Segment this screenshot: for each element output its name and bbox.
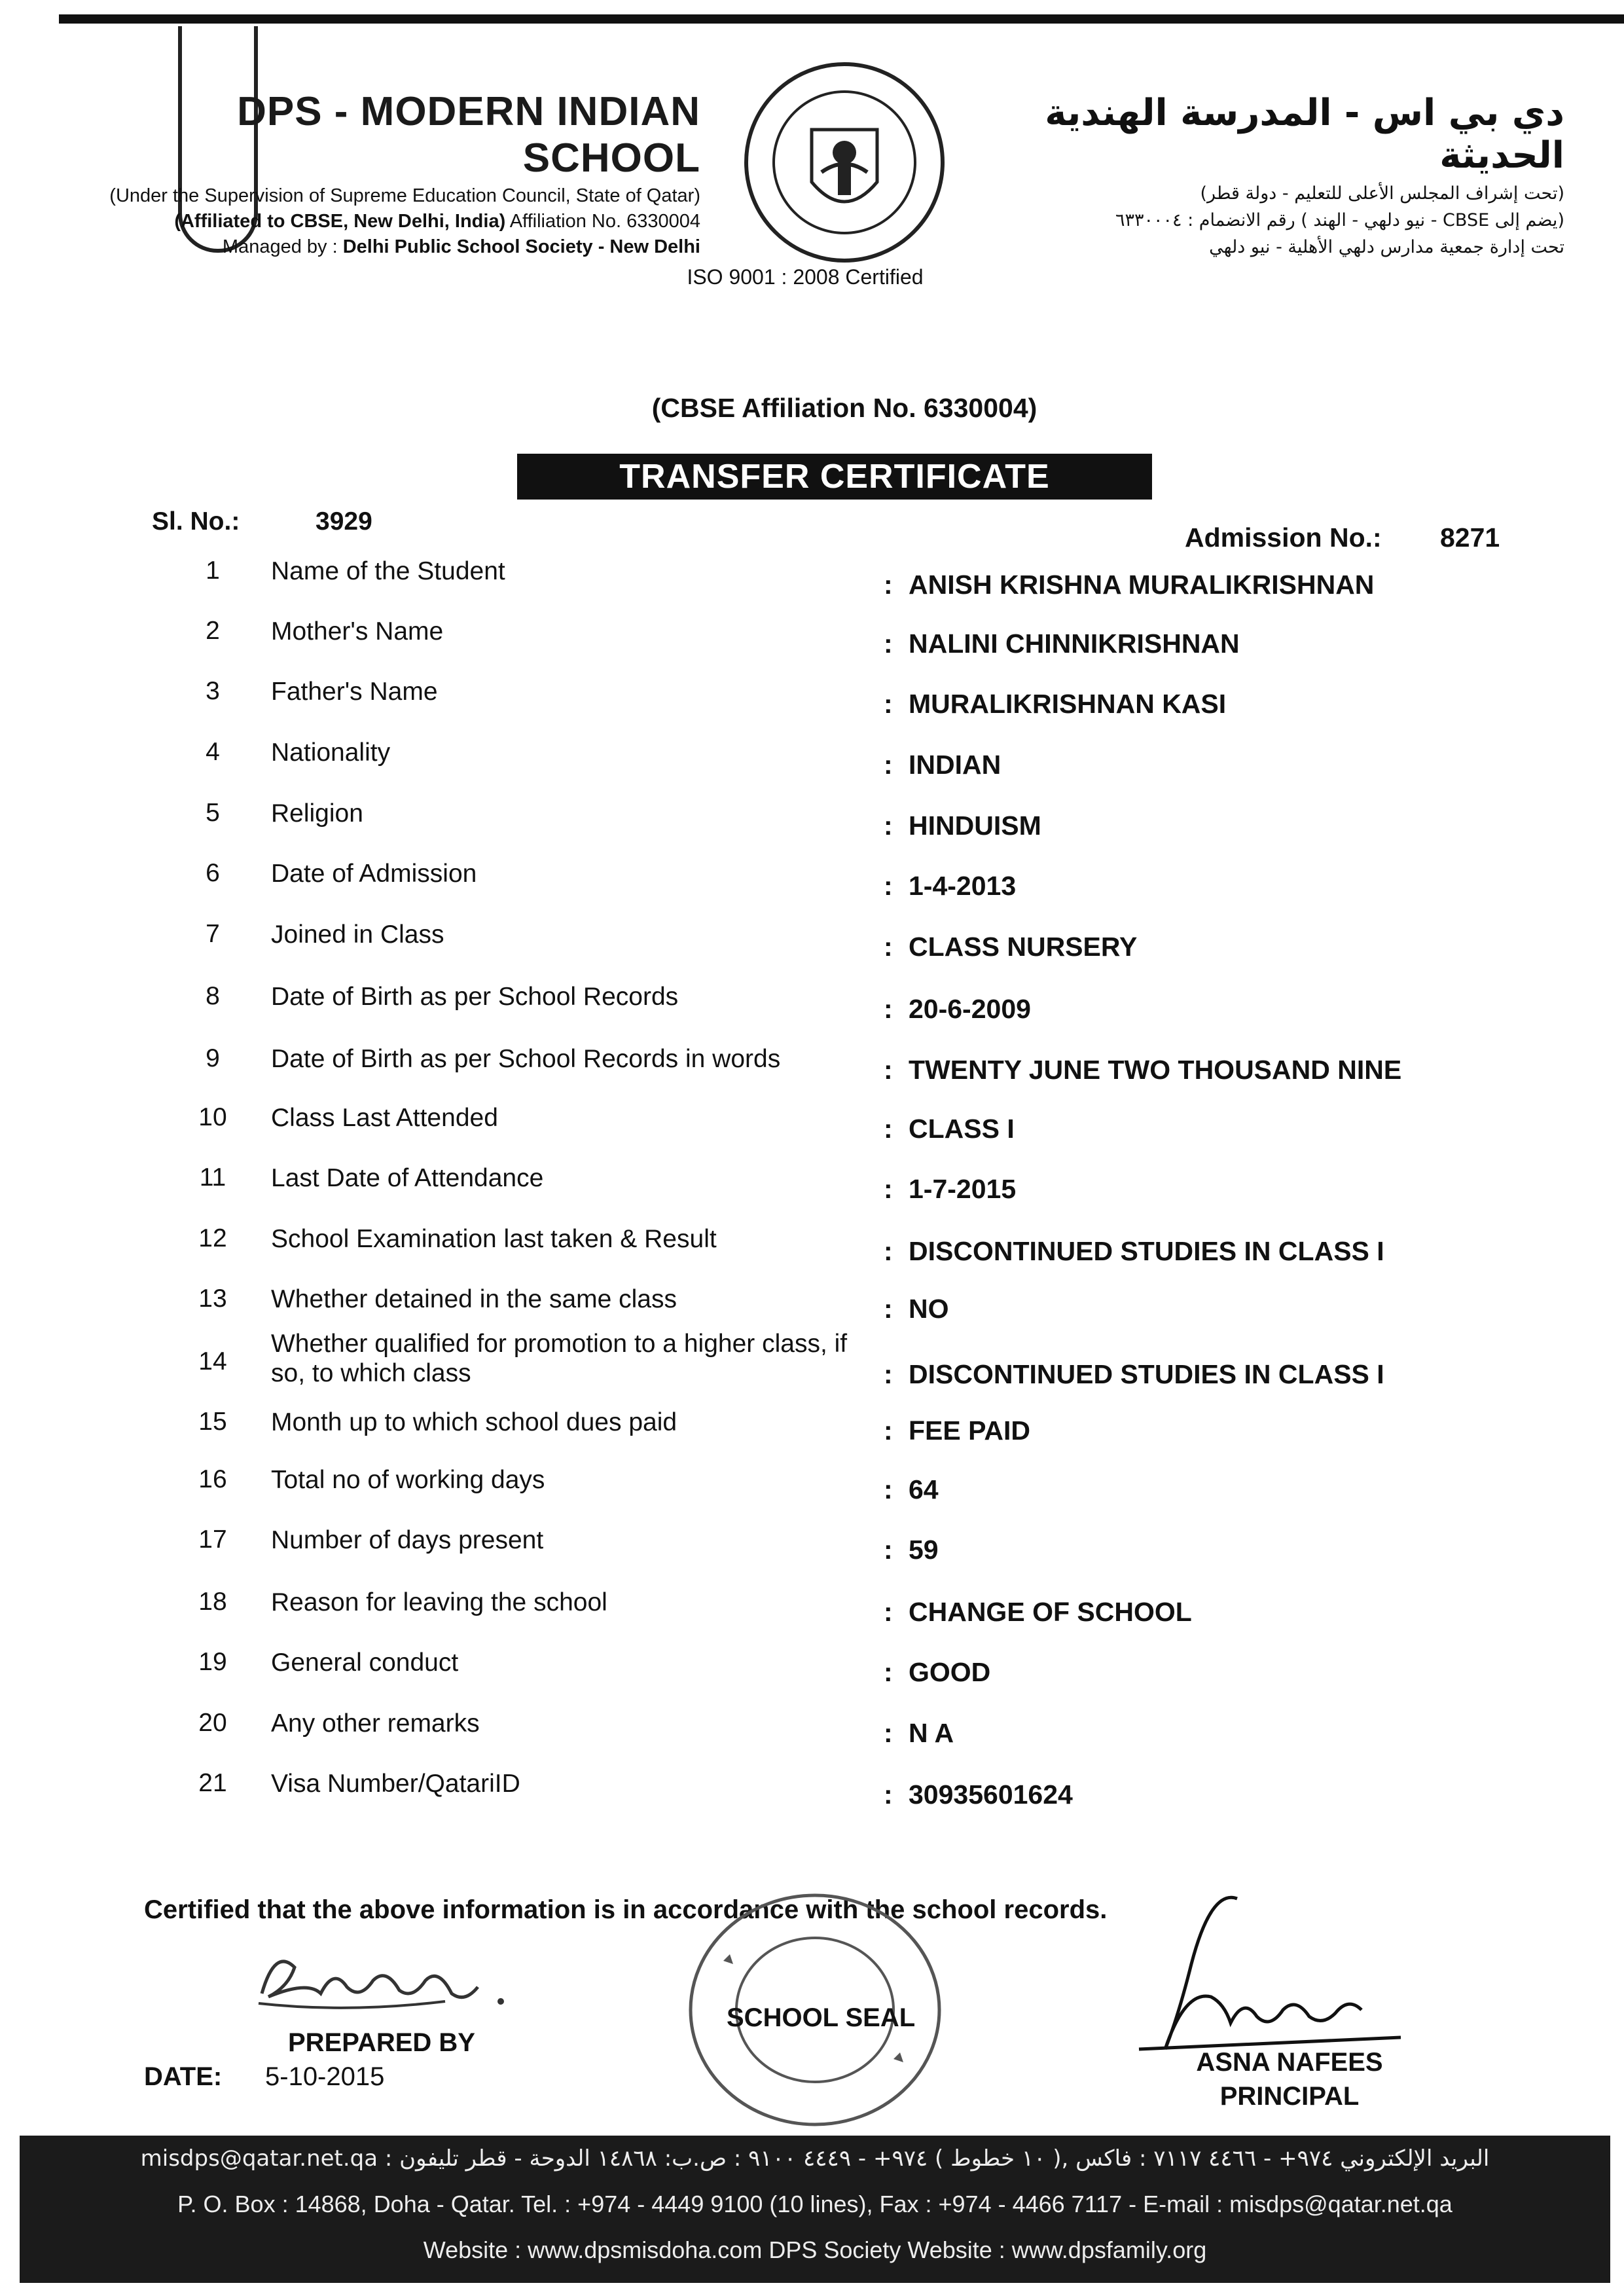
field-colon: : [884,1174,893,1204]
field-number: 14 [198,1347,227,1376]
footer-website-line: Website : www.dpsmisdoha.com DPS Society Website : www.dpsfamily.org [423,2236,1207,2263]
field-colon: : [884,1415,893,1446]
arabic-supervision-line: (تحت إشراف المجلس الأعلى للتعليم - دولة قطر) [1200,183,1564,204]
preparer-signature [249,1941,530,2020]
field-number: 18 [198,1588,227,1616]
field-number: 11 [199,1163,226,1192]
supervision-line: (Under the Supervision of Supreme Education Council, State of Qatar) [109,185,700,206]
footer-contact-line: P. O. Box : 14868, Doha - Qatar. Tel. : +974 - 4449 9100 (10 lines), Fax : +974 - 4466 7117 - E-mail : misdps@qatar.net.qa [177,2191,1453,2217]
field-number: 3 [206,677,220,705]
field-value: GOOD [909,1657,991,1687]
field-colon: : [884,932,893,962]
field-label: Joined in Class [271,920,444,949]
field-label: Date of Birth as per School Records [271,983,679,1011]
arabic-affiliation-line: (يضم إلى CBSE - نيو دلهي - الهند ) رقم الانضمام : ٦٣٣٠٠٠٤ [1115,210,1564,230]
field-colon: : [884,750,893,780]
date-value: 5-10-2015 [265,2062,385,2091]
principal-signature [1126,1886,1414,2069]
field-colon: : [884,1535,893,1565]
serial-number-value: 3929 [316,507,372,536]
field-colon: : [884,871,893,901]
field-number: 7 [206,920,220,948]
field-number: 10 [198,1103,227,1131]
field-value: 20-6-2009 [909,994,1031,1024]
field-label: Whether qualified for promotion to a higher class, if so, to which class [271,1330,848,1387]
field-colon: : [884,1114,893,1144]
field-label: Total no of working days [271,1466,545,1494]
school-header-arabic [962,92,1564,257]
field-number: 6 [206,859,220,887]
field-colon: : [884,1779,893,1810]
field-value: FEE PAID [909,1415,1031,1446]
field-value: DISCONTINUED STUDIES IN CLASS I [909,1236,1384,1266]
field-number: 9 [206,1044,220,1072]
arabic-managed-line: تحت إدارة جمعية مدارس دلهي الأهلية - نيو دلهي [1209,237,1564,257]
field-value: CLASS I [909,1114,1015,1144]
footer-arabic-contact: misdps@qatar.net.qa : البريد الإلكتروني ٩٧٤+ - ٤٤٦٦ ٧١١٧ : فاكس ,( ١٠ خطوط ) ٩٧٤+ - ٤٤٤٩ ٩١٠٠ : ص.ب: ١٤٨٦٨ الدوحة - قطر تليفون [140,2145,1490,2172]
field-number: 2 [206,617,220,645]
field-label: Nationality [271,738,391,767]
field-label: Mother's Name [271,617,444,646]
admission-number-value: 8271 [1440,522,1500,553]
field-value: CLASS NURSERY [909,932,1138,962]
field-value: INDIAN [909,750,1001,780]
field-colon: : [884,1359,893,1389]
field-label: Number of days present [271,1526,544,1554]
contact-footer [20,2136,1610,2283]
certificate-title: TRANSFER CERTIFICATE [517,454,1152,500]
cbse-affiliation: (CBSE Affiliation No. 6330004) [651,393,1038,423]
principal-title: PRINCIPAL [1219,2082,1360,2111]
admission-number-label: Admission No.: [1185,522,1382,553]
prepared-by-label: PREPARED BY [288,2028,475,2057]
field-value: NALINI CHINNIKRISHNAN [909,629,1240,659]
field-colon: : [884,1597,893,1627]
field-label: General conduct [271,1649,459,1677]
field-value: MURALIKRISHNAN KASI [909,689,1227,719]
affiliation-bold: (Affiliated to CBSE, New Delhi, India) [174,211,506,232]
field-value: HINDUISM [909,811,1041,841]
field-label: Date of Admission [271,860,477,888]
field-label: Whether detained in the same class [271,1285,677,1313]
field-number: 1 [206,556,220,585]
field-number: 12 [198,1224,227,1252]
top-rule [59,14,1624,24]
field-value: CHANGE OF SCHOOL [909,1597,1192,1627]
field-number: 13 [198,1285,227,1313]
serial-number-label: Sl. No.: [152,507,240,536]
field-label: School Examination last taken & Result [271,1225,717,1253]
field-number: 5 [206,799,220,827]
field-value: 1-7-2015 [909,1174,1017,1204]
field-colon: : [884,811,893,841]
date-label: DATE: [144,2062,223,2091]
field-number: 15 [198,1408,227,1436]
field-value: N A [909,1718,954,1748]
field-colon: : [884,994,893,1024]
field-colon: : [884,629,893,659]
field-label: Month up to which school dues paid [271,1408,677,1436]
field-value: NO [909,1294,949,1324]
field-value: ANISH KRISHNA MURALIKRISHNAN [909,570,1375,600]
field-colon: : [884,1294,893,1324]
school-name: DPS - MODERN INDIAN SCHOOL [237,89,700,181]
field-colon: : [884,1718,893,1748]
field-colon: : [884,1657,893,1687]
principal-name: ASNA NAFEES [1196,2048,1383,2077]
field-label: Any other remarks [271,1709,480,1738]
school-header-english [79,88,700,258]
managed-by-line [79,236,700,258]
field-value: 30935601624 [909,1779,1073,1810]
field-value: 1-4-2013 [909,871,1017,901]
field-label: Name of the Student [271,557,505,585]
field-value: TWENTY JUNE TWO THOUSAND NINE [909,1055,1402,1085]
field-colon: : [884,1236,893,1266]
field-colon: : [884,1055,893,1085]
field-value: 59 [909,1535,939,1565]
arabic-school-name: دي بي اس - المدرسة الهندية الحديثة [1045,92,1564,177]
certification-statement: Certified that the above information is in accordance with the school records. [144,1895,1108,1924]
managed-by-society: Delhi Public School Society - New Delhi [342,236,700,257]
affiliation-number: Affiliation No. 6330004 [509,211,700,232]
field-number: 8 [206,982,220,1010]
field-number: 4 [206,738,220,766]
field-label: Visa Number/QatariID [271,1770,520,1798]
field-number: 20 [198,1709,227,1737]
field-label: Last Date of Attendance [271,1164,544,1192]
iso-certification: ISO 9001 : 2008 Certified [687,265,924,289]
field-number: 19 [198,1648,227,1676]
affiliation-line [79,211,700,232]
seal-label: SCHOOL SEAL [727,2003,916,2032]
field-number: 16 [198,1465,227,1493]
field-number: 21 [198,1769,227,1797]
field-value: DISCONTINUED STUDIES IN CLASS I [909,1359,1384,1389]
field-colon: : [884,689,893,719]
field-label: Father's Name [271,678,438,706]
field-value: 64 [909,1474,939,1504]
field-label: Religion [271,799,363,828]
school-emblem-logo [740,58,949,267]
field-label: Class Last Attended [271,1104,498,1132]
field-colon: : [884,1474,893,1504]
field-label: Date of Birth as per School Records in words [271,1045,781,1073]
field-number: 17 [198,1525,227,1554]
managed-by-label: Managed by : [222,236,338,257]
field-colon: : [884,570,893,600]
field-label: Reason for leaving the school [271,1588,607,1616]
